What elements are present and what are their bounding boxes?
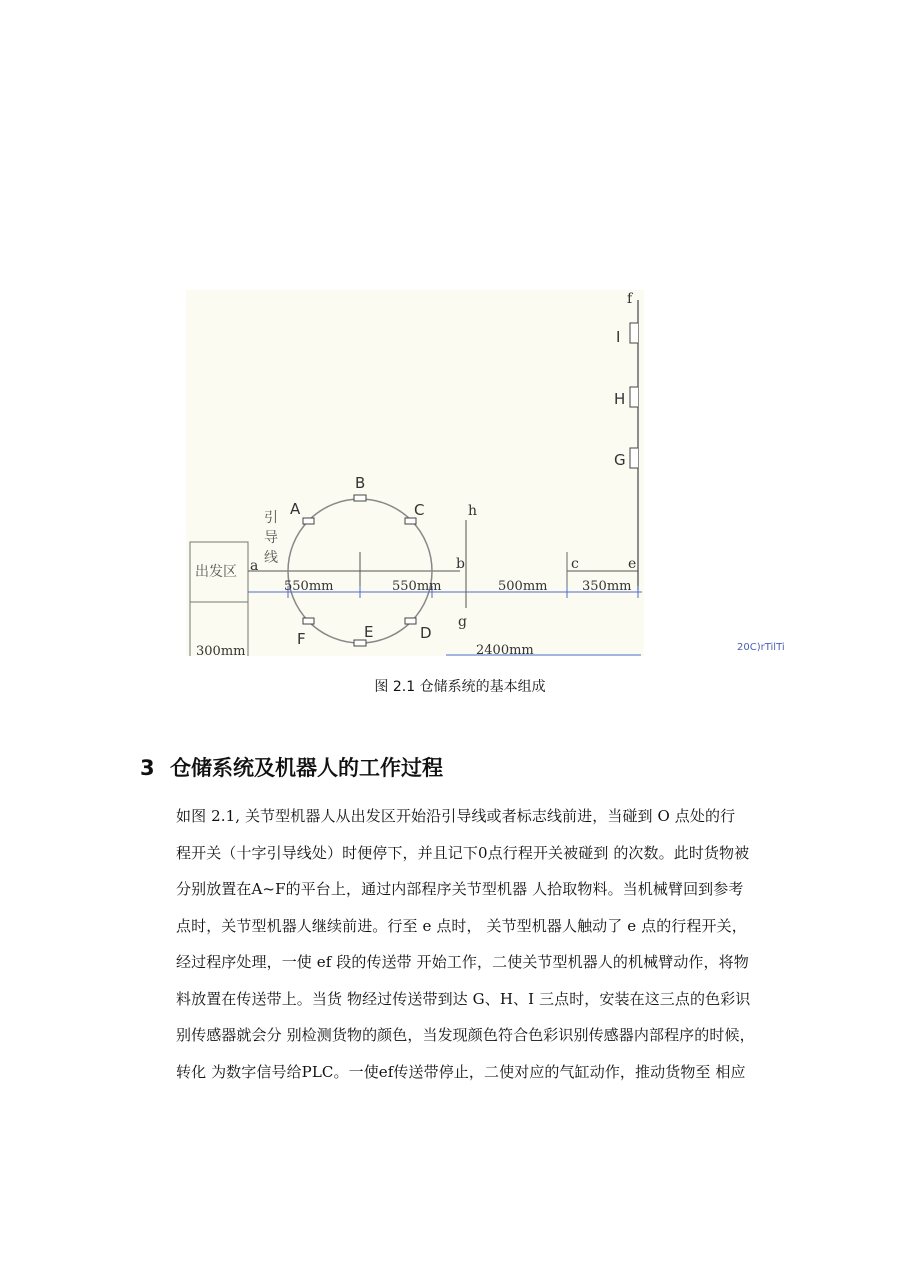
label-station-G: G bbox=[614, 451, 626, 469]
body-line-1: 如图 2.1, 关节型机器人从出发区开始沿引导线或者标志线前进，当碰到 O 点处的行 bbox=[176, 807, 736, 825]
body-line-6: 料放置在传送带上。当货 物经过传送带到达 G、H、I 三点时，安装在这三点的色彩识 bbox=[176, 989, 751, 1008]
diagram-background bbox=[186, 290, 644, 656]
body-line-4: 点时，关节型机器人继续前进。行至 e 点时， 关节型机器人触动了 e 点的行程开关， bbox=[176, 916, 747, 935]
station-H bbox=[630, 387, 638, 407]
platform-A bbox=[303, 518, 314, 524]
label-point-c: c bbox=[571, 556, 579, 572]
section-title: 仓储系统及机器人的工作过程 bbox=[170, 756, 443, 780]
dimension-label-2: 550mm bbox=[392, 579, 442, 594]
label-point-b: b bbox=[456, 556, 465, 572]
body-line-5: 经过程序处理，一使 ef 段的传送带 开始工作，二使关节型机器人的机械臂动作，将物 bbox=[176, 953, 749, 971]
body-line-3: 分别放置在A~F的平台上，通过内部程序关节型机器 人拾取物料。当机械臂回到参考 bbox=[176, 880, 744, 898]
platform-D bbox=[405, 618, 416, 624]
body-line-8: 转化 为数字信号给PLC。一使ef传送带停止，二使对应的气缸动作，推动货物至 相应 bbox=[176, 1062, 746, 1081]
platform-B bbox=[354, 495, 366, 501]
station-G bbox=[630, 448, 638, 468]
dimension-label-1: 550mm bbox=[284, 579, 334, 594]
figure-caption: 图 2.1 仓储系统的基本组成 bbox=[374, 679, 546, 695]
body-line-7: 别传感器就会分 别检测货物的颜色，当发现颜色符合色彩识别传感器内部程序的时候， bbox=[176, 1026, 755, 1044]
label-station-I: I bbox=[616, 328, 621, 346]
label-platform-F: F bbox=[297, 630, 306, 648]
guide-line-char-1: 引 bbox=[264, 510, 278, 526]
dimension-label-6: 2400mm bbox=[476, 643, 534, 656]
dimension-label-5: 300mm bbox=[196, 644, 246, 656]
section-heading bbox=[140, 752, 443, 782]
start-zone-label: 出发区 bbox=[195, 564, 237, 580]
label-point-e: e bbox=[628, 556, 637, 572]
label-point-a: a bbox=[250, 558, 259, 574]
section-number: 3 bbox=[140, 756, 155, 780]
label-point-g: g bbox=[458, 614, 467, 630]
label-platform-D: D bbox=[420, 624, 432, 642]
label-platform-C: C bbox=[414, 501, 425, 519]
guide-line-char-2: 导 bbox=[264, 530, 278, 546]
figure-watermark: 20C)rTilTi bbox=[737, 642, 785, 653]
label-platform-E: E bbox=[364, 623, 374, 641]
label-point-f: f bbox=[627, 291, 633, 307]
platform-F bbox=[303, 618, 314, 624]
label-platform-B: B bbox=[355, 474, 366, 492]
label-point-h: h bbox=[468, 503, 478, 519]
dimension-label-3: 500mm bbox=[498, 579, 548, 594]
dimension-label-4: 350mm bbox=[582, 579, 632, 594]
station-I bbox=[630, 323, 638, 343]
label-station-H: H bbox=[614, 390, 626, 408]
warehouse-system-diagram bbox=[186, 290, 644, 656]
body-line-2: 程开关（十字引导线处）时便停下，并且记下0点行程开关被碰到 的次数。此时货物被 bbox=[176, 843, 750, 862]
guide-line-char-3: 线 bbox=[264, 550, 278, 566]
label-platform-A: A bbox=[290, 500, 301, 518]
body-paragraph bbox=[176, 802, 786, 1094]
